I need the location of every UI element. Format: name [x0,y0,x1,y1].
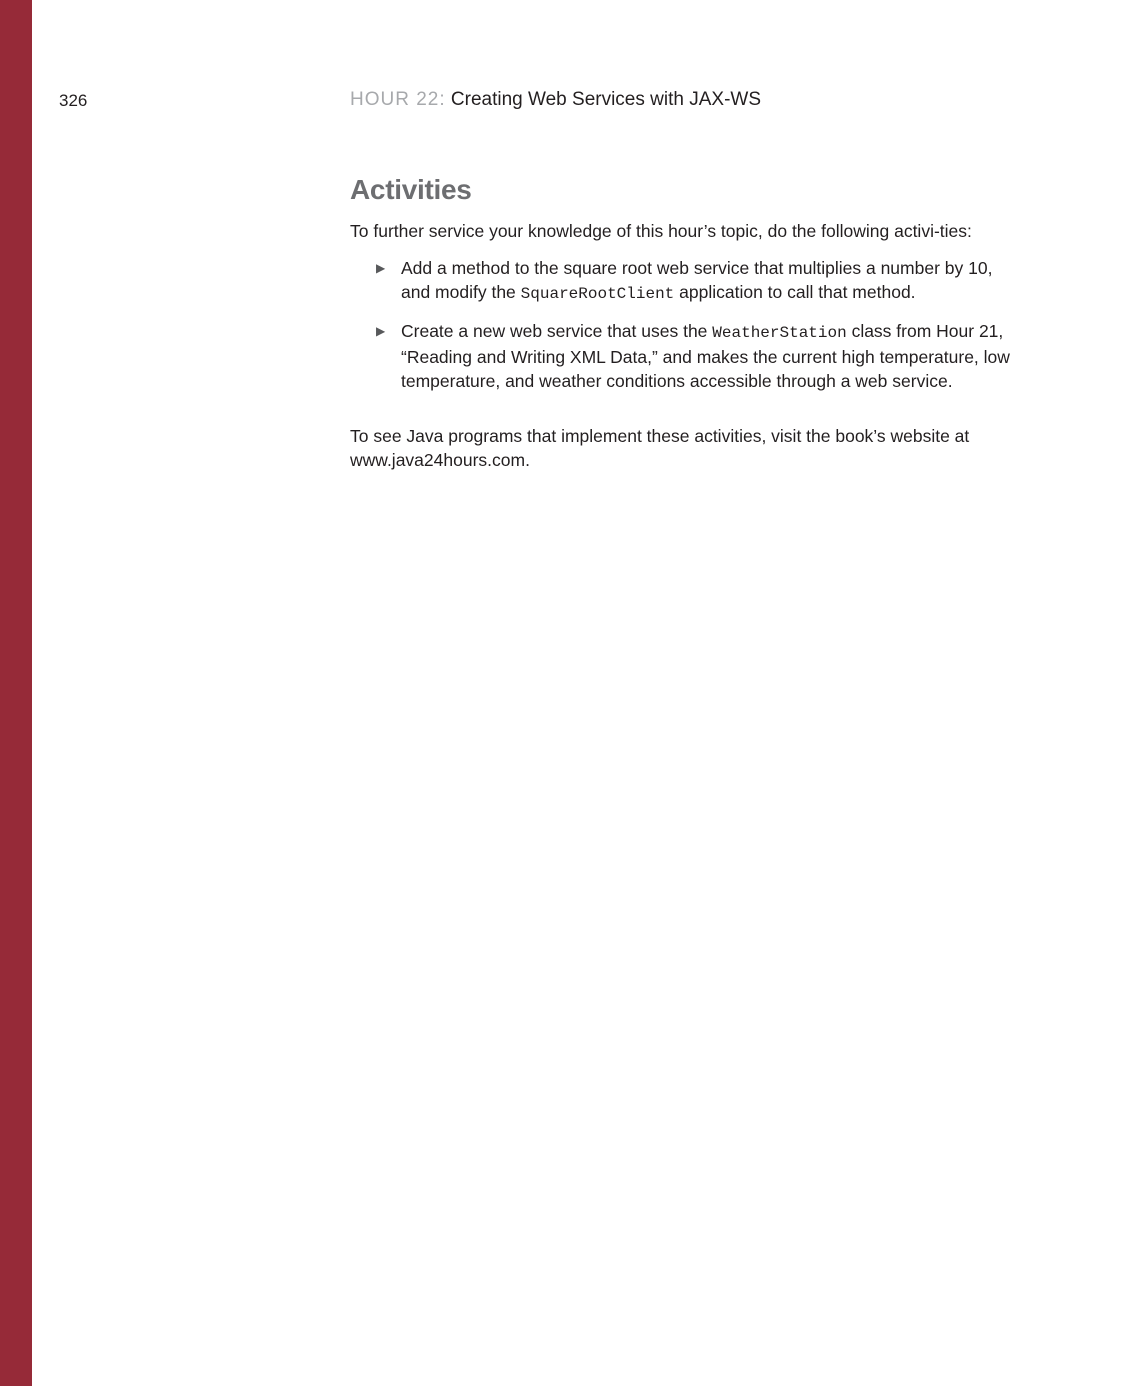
code-class-name: WeatherStation [712,324,847,342]
code-class-name: SquareRootClient [520,285,675,303]
activity-list [350,256,1010,393]
main-content [350,172,1010,472]
closing-paragraph: To see Java programs that implement these activities, visit the book’s website at www.java24hours.com. [350,426,970,470]
list-item [376,256,1010,306]
page-number: 326 [59,91,88,110]
running-head [350,88,761,112]
list-item [376,319,1010,393]
chapter-title: Creating Web Services with JAX-WS [450,89,761,110]
item-text: application to call that method. [674,282,916,302]
triangle-bullet-icon: ▶ [376,261,386,275]
hour-label: HOUR 22: [350,89,446,110]
intro-paragraph: To further service your knowledge of this hour’s topic, do the following activi-ties: [350,221,972,241]
section-heading: Activities [350,174,472,205]
chapter-edge-bar [0,0,32,1386]
item-text: Create a new web service that uses the [401,321,713,341]
item-text: Add a method to the square root web service that multiplies a number by 10, and modify the [401,258,993,302]
triangle-bullet-icon: ▶ [376,324,386,338]
item-text: class from Hour 21, “Reading and Writing XML Data,” and makes the current high temperature, low temperature, and weather conditions accessible through a web service. [401,321,1010,391]
